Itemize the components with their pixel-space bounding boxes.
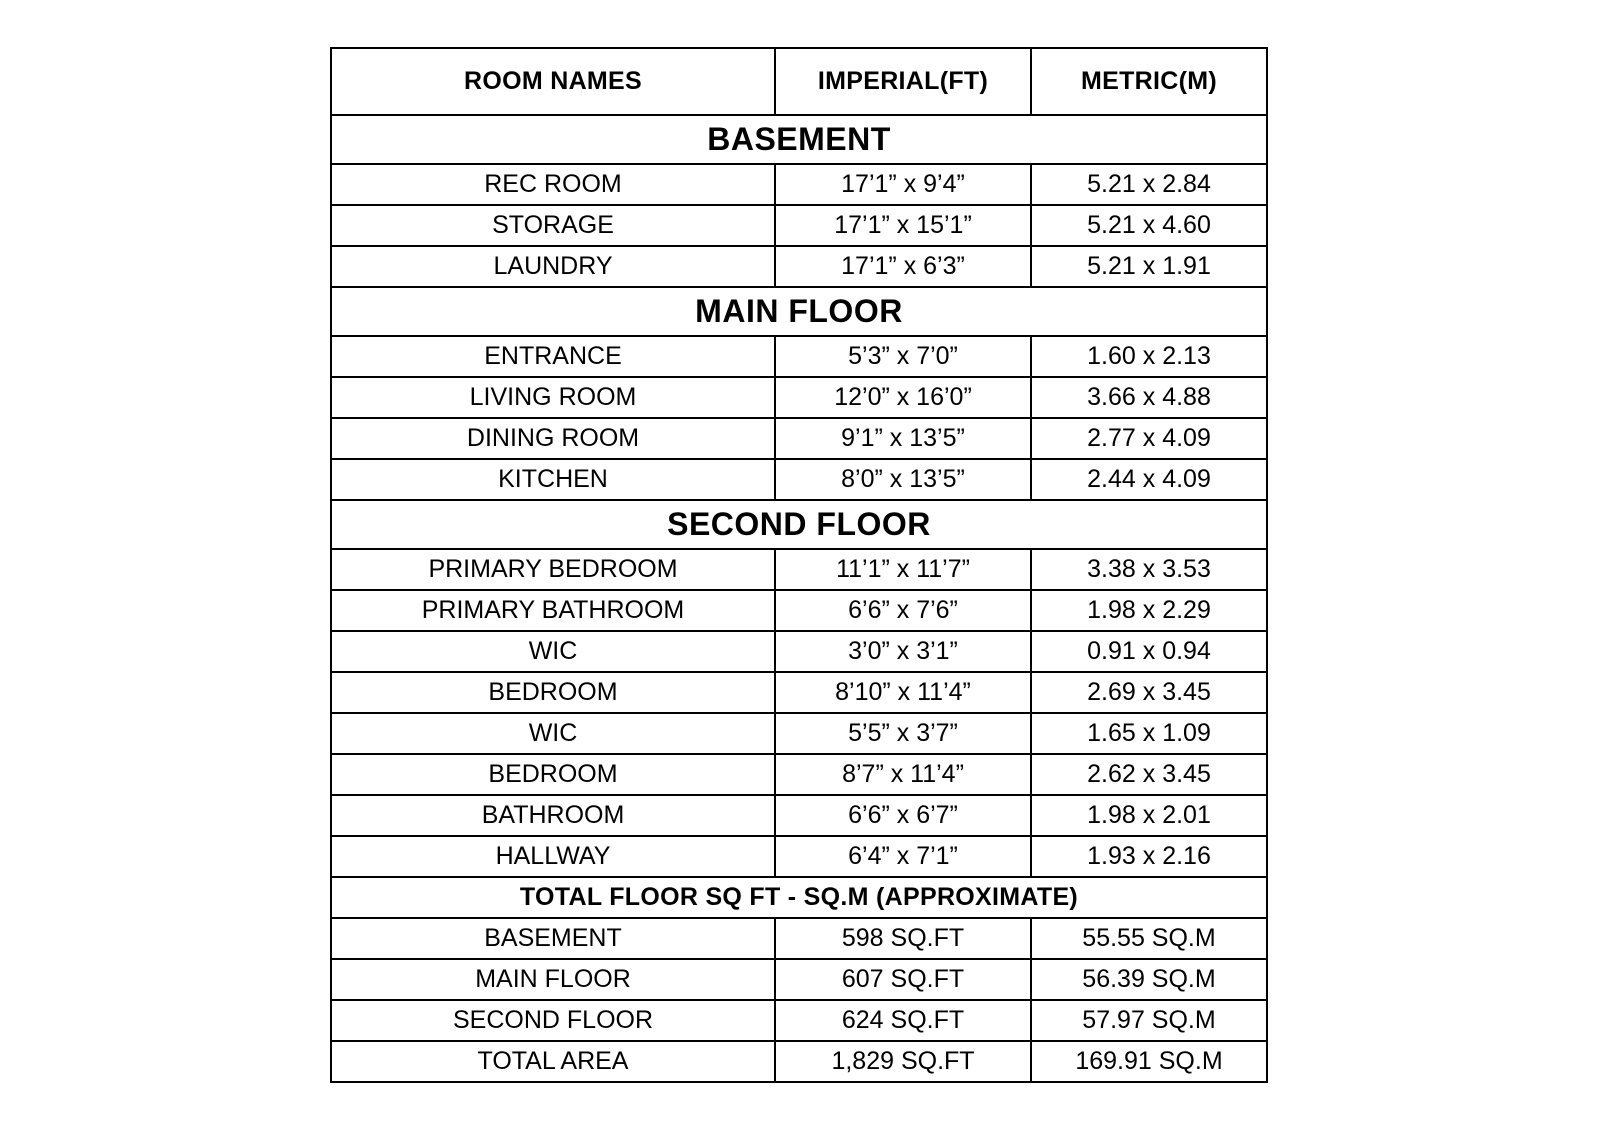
imperial-size: 8’7” x 11’4”: [775, 754, 1031, 795]
room-name: LAUNDRY: [331, 246, 775, 287]
metric-area: 56.39 SQ.M: [1031, 959, 1267, 1000]
room-name: PRIMARY BEDROOM: [331, 549, 775, 590]
section-title: BASEMENT: [331, 115, 1267, 164]
imperial-size: 12’0” x 16’0”: [775, 377, 1031, 418]
room-name: BATHROOM: [331, 795, 775, 836]
room-name: LIVING ROOM: [331, 377, 775, 418]
table-row: [331, 795, 1267, 836]
table-row: [331, 336, 1267, 377]
metric-size: 2.69 x 3.45: [1031, 672, 1267, 713]
table-row: [331, 918, 1267, 959]
table-row: [331, 164, 1267, 205]
imperial-size: 17’1” x 9’4”: [775, 164, 1031, 205]
room-name: STORAGE: [331, 205, 775, 246]
metric-size: 1.98 x 2.01: [1031, 795, 1267, 836]
table-row: [331, 205, 1267, 246]
metric-size: 5.21 x 4.60: [1031, 205, 1267, 246]
imperial-size: 11’1” x 11’7”: [775, 549, 1031, 590]
table-row: [331, 418, 1267, 459]
room-name: ENTRANCE: [331, 336, 775, 377]
room-name: HALLWAY: [331, 836, 775, 877]
imperial-area: 624 SQ.FT: [775, 1000, 1031, 1041]
area-name: BASEMENT: [331, 918, 775, 959]
section-title: SECOND FLOOR: [331, 500, 1267, 549]
imperial-area: 598 SQ.FT: [775, 918, 1031, 959]
imperial-size: 6’6” x 6’7”: [775, 795, 1031, 836]
metric-size: 1.98 x 2.29: [1031, 590, 1267, 631]
table-row: [331, 459, 1267, 500]
metric-size: 5.21 x 2.84: [1031, 164, 1267, 205]
room-name: WIC: [331, 631, 775, 672]
table-row: [331, 1000, 1267, 1041]
room-name: WIC: [331, 713, 775, 754]
section-title: TOTAL FLOOR SQ FT - SQ.M (APPROXIMATE): [331, 877, 1267, 918]
metric-area: 55.55 SQ.M: [1031, 918, 1267, 959]
metric-size: 3.66 x 4.88: [1031, 377, 1267, 418]
room-name: REC ROOM: [331, 164, 775, 205]
section-main-floor: [331, 287, 1267, 336]
table-row: [331, 754, 1267, 795]
metric-size: 1.65 x 1.09: [1031, 713, 1267, 754]
imperial-size: 9’1” x 13’5”: [775, 418, 1031, 459]
metric-size: 2.62 x 3.45: [1031, 754, 1267, 795]
imperial-size: 5’5” x 3’7”: [775, 713, 1031, 754]
metric-area: 57.97 SQ.M: [1031, 1000, 1267, 1041]
imperial-size: 5’3” x 7’0”: [775, 336, 1031, 377]
room-name: KITCHEN: [331, 459, 775, 500]
metric-size: 1.60 x 2.13: [1031, 336, 1267, 377]
header-row: [331, 48, 1267, 115]
table-row: [331, 377, 1267, 418]
section-second-floor: [331, 500, 1267, 549]
area-name: SECOND FLOOR: [331, 1000, 775, 1041]
room-name: PRIMARY BATHROOM: [331, 590, 775, 631]
area-name: TOTAL AREA: [331, 1041, 775, 1082]
room-name: DINING ROOM: [331, 418, 775, 459]
section-totals: [331, 877, 1267, 918]
imperial-size: 6’6” x 7’6”: [775, 590, 1031, 631]
imperial-size: 6’4” x 7’1”: [775, 836, 1031, 877]
table-row: [331, 549, 1267, 590]
table-row: [331, 631, 1267, 672]
metric-size: 3.38 x 3.53: [1031, 549, 1267, 590]
area-name: MAIN FLOOR: [331, 959, 775, 1000]
table-row: [331, 713, 1267, 754]
imperial-size: 8’0” x 13’5”: [775, 459, 1031, 500]
header-imperial: IMPERIAL(FT): [775, 48, 1031, 115]
room-name: BEDROOM: [331, 672, 775, 713]
metric-size: 0.91 x 0.94: [1031, 631, 1267, 672]
metric-size: 5.21 x 1.91: [1031, 246, 1267, 287]
table-row: [331, 246, 1267, 287]
imperial-size: 17’1” x 6’3”: [775, 246, 1031, 287]
table-row: [331, 959, 1267, 1000]
metric-area: 169.91 SQ.M: [1031, 1041, 1267, 1082]
room-dimensions-table: [330, 47, 1268, 1083]
metric-size: 1.93 x 2.16: [1031, 836, 1267, 877]
metric-size: 2.77 x 4.09: [1031, 418, 1267, 459]
imperial-area: 607 SQ.FT: [775, 959, 1031, 1000]
imperial-area: 1,829 SQ.FT: [775, 1041, 1031, 1082]
imperial-size: 3’0” x 3’1”: [775, 631, 1031, 672]
table-row: [331, 836, 1267, 877]
table-row: [331, 672, 1267, 713]
section-basement: [331, 115, 1267, 164]
imperial-size: 8’10” x 11’4”: [775, 672, 1031, 713]
section-title: MAIN FLOOR: [331, 287, 1267, 336]
table-row: [331, 590, 1267, 631]
header-room-names: ROOM NAMES: [331, 48, 775, 115]
imperial-size: 17’1” x 15’1”: [775, 205, 1031, 246]
metric-size: 2.44 x 4.09: [1031, 459, 1267, 500]
header-metric: METRIC(M): [1031, 48, 1267, 115]
table-row: [331, 1041, 1267, 1082]
room-name: BEDROOM: [331, 754, 775, 795]
